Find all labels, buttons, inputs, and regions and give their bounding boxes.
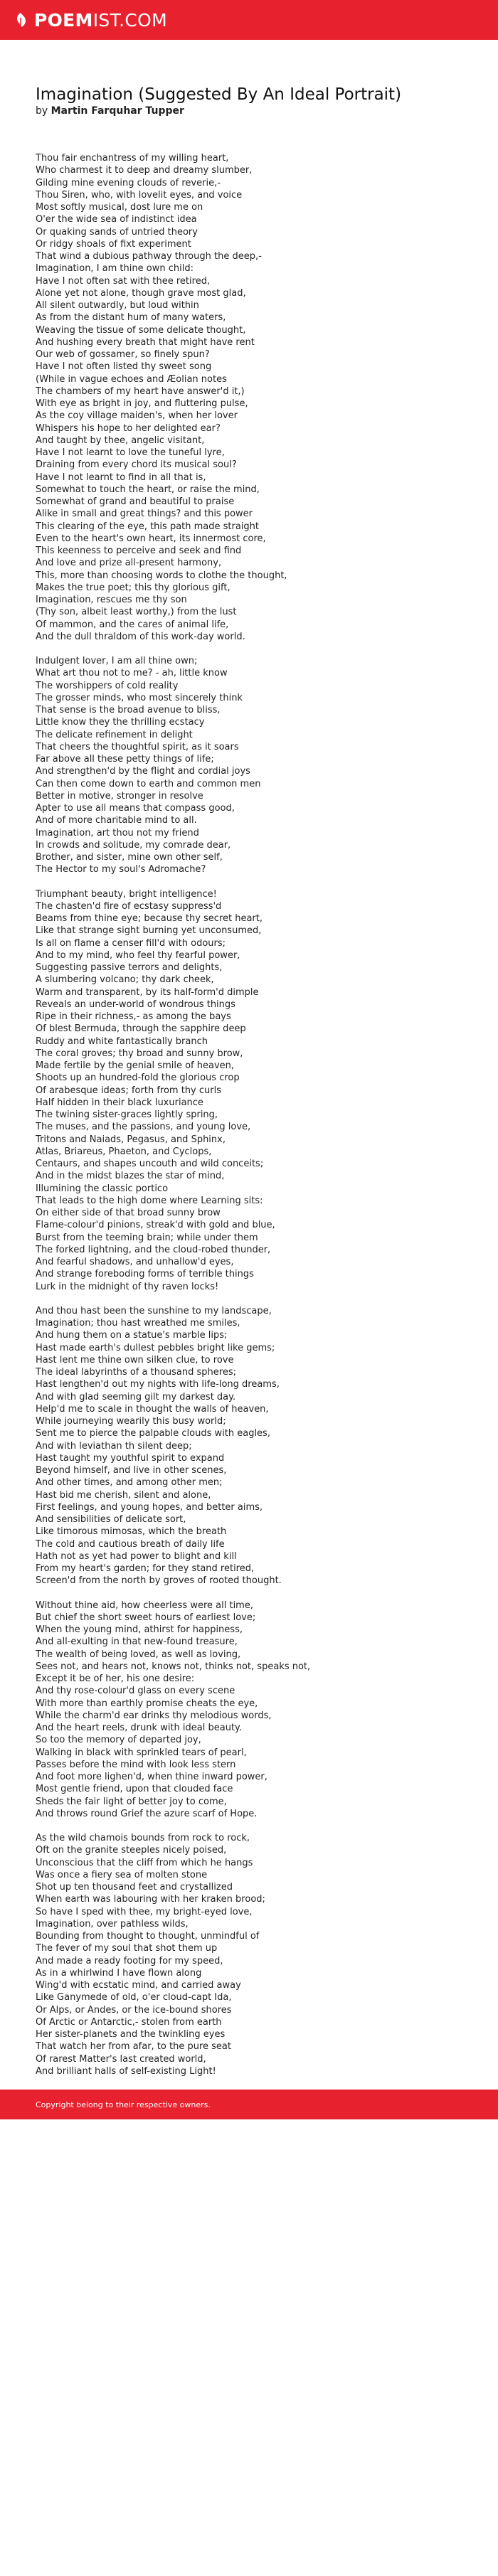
poem-line: Sees not, and hears not, knows not, thinks not, speaks not, (36, 1661, 311, 1672)
poem-line: This keenness to perceive and seek and find (36, 545, 242, 556)
poem-line: When the young mind, athirst for happiness, (36, 1624, 243, 1635)
poem-line: And of more charitable mind to all. (36, 815, 197, 826)
poem-line: Of arabesque ideas; forth from thy curls (36, 1085, 221, 1096)
poem-line: Or ridgy shoals of fixt experiment (36, 238, 191, 250)
poem-line: Makes the true poet; this thy glorious gift, (36, 582, 231, 593)
poem-line: And in the midst blazes the star of mind, (36, 1171, 225, 1182)
poem-line: And sensibilities of delicate sort, (36, 1514, 186, 1525)
poem-line: Apter to use all means that compass good, (36, 803, 235, 814)
poem-line: The chasten'd fire of ecstasy suppress'd (36, 900, 222, 912)
poem-line: Hast made earth's dullest pebbles bright like gems; (36, 1342, 275, 1353)
by-label: by (36, 105, 48, 117)
poem-line: That watch her from afar, to the pure seat (36, 2041, 231, 2053)
poem-line: Ruddy and white fantastically branch (36, 1036, 208, 1047)
poem-line: Like that strange sight burning yet unconsumed, (36, 925, 262, 937)
poem-line: But chief the short sweet hours of earliest love; (36, 1612, 256, 1623)
poem-line: Have I not often sat with thee retired, (36, 275, 211, 287)
poem-line: Warm and transparent, by its half-form'd dimple (36, 986, 259, 998)
poem-line: The fever of my soul that shot them up (36, 1943, 218, 1954)
poem-line: So have I sped with thee, my bright-eyed love, (36, 1906, 253, 1917)
poem-line: Hast taught my youthful spirit to expand (36, 1452, 225, 1464)
poem-line: Who charmest it to deep and dreamy slumber, (36, 165, 253, 176)
site-header (0, 0, 498, 40)
poem-line: Beyond himself, and live in other scenes, (36, 1465, 227, 1476)
poem-line: Even to the heart's own heart, its innermost core, (36, 533, 266, 544)
copyright-notice: Copyright belong to their respective owners. (36, 2099, 211, 2109)
poem-line: (While in vague echoes and Æolian notes (36, 373, 227, 385)
poem-line: Passes before the mind with look less stern (36, 1759, 236, 1770)
poem-line: The muses, and the passions, and young love, (36, 1122, 251, 1133)
poem-line: Help'd me to scale in thought the walls of heaven, (36, 1403, 269, 1415)
poem-line: The worshippers of cold reality (36, 680, 179, 691)
poem-line: Can then come down to earth and common men (36, 778, 261, 789)
poem-line: That sense is the broad avenue to bliss, (36, 705, 221, 715)
poem-line: While journeying wearily this busy world; (36, 1416, 226, 1427)
poem-line: That wind a dubious pathway through the deep,- (36, 251, 262, 262)
poem-line: Little know they the thrilling ecstacy (36, 717, 205, 728)
poem-line: And other times, and among other men; (36, 1477, 223, 1489)
poem-line: Is all on flame a censer fill'd with odours; (36, 937, 226, 949)
poem-line: Imagination, rescues me thy son (36, 595, 187, 605)
poem-line: Alone yet not alone, though grave most glad, (36, 287, 246, 299)
poem-line: And strange foreboding forms of terrible things (36, 1269, 254, 1280)
poem-line: And throws round Grief the azure scarf of Hope. (36, 1808, 258, 1819)
logo-text-light: IST.COM (92, 9, 168, 31)
poem-line: And love and prize all-present harmony, (36, 558, 222, 569)
poem-line: Gilding mine evening clouds of reverie,- (36, 177, 221, 188)
poem-line: Lurk in the midnight of thy raven locks! (36, 1281, 219, 1292)
poem-stanza (36, 1600, 462, 1821)
poem-line: The twining sister-graces lightly spring, (36, 1109, 218, 1120)
poem-line: Alike in small and great things? and this power (36, 509, 253, 520)
poem-line: Centaurs, and shapes uncouth and wild conceits; (36, 1159, 264, 1169)
poem-line: Like Ganymede of old, o'er cloud-capt Ida, (36, 1992, 232, 2003)
poem-line: And foot more lighen'd, when thine inward power, (36, 1772, 267, 1782)
poem-line: The forked lightning, and the cloud-robed thunder, (36, 1244, 271, 1255)
poem-line: The grosser minds, who most sincerely think (36, 692, 243, 703)
poem-line: Most softly musical, dost lure me on (36, 202, 203, 213)
poem-line: (Thy son, albeit least worthy,) from the lust (36, 607, 237, 618)
poem-line: Triumphant beauty, bright intelligence! (36, 888, 217, 900)
poem-line: In crowds and solitude, my comrade dear, (36, 839, 231, 851)
poem-line: Somewhat to touch the heart, or raise the mind, (36, 484, 260, 495)
poem-line: Screen'd from the north by groves of rooted thought. (36, 1575, 282, 1587)
poem-line: Her sister-planets and the twinkling eyes (36, 2029, 226, 2040)
poem-line: Whispers his hope to her delighted ear? (36, 422, 221, 434)
poem-line: Ripe in their richness,- as among the bays (36, 1011, 231, 1022)
poem-line: Unconscious that the cliff from which he hangs (36, 1857, 253, 1868)
poem-line: Hast lent me thine own silken clue, to rove (36, 1354, 234, 1366)
poem-line: When earth was labouring with her kraken brood; (36, 1894, 265, 1905)
poem-line: Bounding from thought to thought, unmindful of (36, 1931, 260, 1942)
poem-line: And with leviathan th silent deep; (36, 1440, 192, 1452)
poem-content (0, 40, 498, 2077)
poem-line: With more than earthly promise cheats the eye, (36, 1698, 258, 1709)
poem-line: Shoots up an hundred-fold the glorious crop (36, 1073, 240, 1084)
poem-line: And made a ready footing for my speed, (36, 1955, 223, 1966)
poem-line: A slumbering volcano; thy dark cheek, (36, 974, 214, 986)
poem-line: And brilliant halls of self-existing Light! (36, 2065, 216, 2077)
poem-line: And thy rose-colour'd glass on every scene (36, 1686, 235, 1697)
poem-line: Have I not learnt to love the tuneful lyre, (36, 447, 225, 458)
poem-line: Half hidden in their black luxuriance (36, 1097, 203, 1108)
poem-line: And hushing every breath that might have rent (36, 336, 255, 348)
poem-body (36, 152, 462, 2077)
poem-line: Weaving the tissue of some delicate thought, (36, 324, 246, 336)
poem-line: Oft on the granite steeples nicely poised, (36, 1845, 227, 1856)
poem-stanza (36, 1305, 462, 1587)
poem-line: Hath not as yet had power to blight and kill (36, 1550, 237, 1562)
poem-line: Have I not often listed thy sweet song (36, 361, 212, 373)
poem-line: Flame-colour'd pinions, streak'd with gold and blue, (36, 1220, 275, 1231)
poem-line: On either side of that broad sunny brow (36, 1208, 221, 1218)
poem-line: From my heart's garden; for they stand retired, (36, 1563, 255, 1574)
poem-stanza (36, 888, 462, 1293)
poem-line: Or quaking sands of untried theory (36, 226, 198, 238)
poem-line: Of rarest Matter's last created world, (36, 2053, 206, 2065)
poem-line: Hast lengthen'd out my nights with life-long dreams, (36, 1379, 280, 1390)
poem-line: And hung them on a statue's marble lips; (36, 1330, 228, 1341)
logo-text-bold: POEM (34, 9, 93, 31)
poem-line: That leads to the high dome where Learning sits: (36, 1195, 263, 1206)
poem-line: This, more than choosing words to clothe the thought, (36, 570, 287, 581)
site-logo[interactable] (13, 10, 167, 31)
poem-line: The ideal labyrinths of a thousand spheres; (36, 1367, 236, 1378)
poem-byline (36, 105, 462, 117)
poem-line: Sheds the fair light of better joy to come, (36, 1796, 227, 1807)
poem-line: And thou hast been the sunshine to my landscape, (36, 1305, 272, 1316)
poem-line: Without thine aid, how cheerless were all time, (36, 1600, 253, 1611)
poem-line: Of Arctic or Antarctic,- stolen from earth (36, 2016, 222, 2028)
poem-line: What art thou not to me? - ah, little know (36, 668, 228, 679)
poem-line: With eye as bright in joy, and fluttering pulse, (36, 398, 248, 409)
poem-line: This clearing of the eye, this path made straight (36, 521, 260, 532)
poem-line: Far above all these petty things of life; (36, 754, 214, 765)
poem-line: Tritons and Naiads, Pegasus, and Sphinx, (36, 1134, 226, 1145)
poem-line: As the coy village maiden's, when her lover (36, 410, 238, 422)
poem-line: Somewhat of grand and beautiful to praise (36, 496, 235, 507)
poem-line: Wing'd with ecstatic mind, and carried away (36, 1980, 241, 1991)
poem-line: Better in motive, stronger in resolve (36, 790, 203, 802)
poem-line: And all-exulting in that new-found treasure, (36, 1636, 238, 1648)
poem-line: The wealth of being loved, as well as loving, (36, 1649, 241, 1660)
poem-line: The coral groves; thy broad and sunny brow, (36, 1048, 243, 1059)
poem-line: First feelings, and young hopes, and better aims, (36, 1501, 263, 1513)
poem-line: Burst from the teeming brain; while under them (36, 1232, 258, 1243)
poem-line: The cold and cautious breath of daily life (36, 1538, 225, 1550)
poem-stanza (36, 1832, 462, 2077)
poem-line: Like timorous mimosas, which the breath (36, 1526, 227, 1538)
poem-line: The chambers of my heart have answer'd it,) (36, 385, 245, 397)
poem-line: And fearful shadows, and unhallow'd eyes, (36, 1257, 234, 1267)
poem-line: While the charm'd ear drinks thy melodious words, (36, 1710, 272, 1721)
poem-line: Was once a fiery sea of molten stone (36, 1869, 208, 1880)
poem-line: Suggesting passive terrors and delights, (36, 962, 223, 973)
poem-line: Hast bid me cherish, silent and alone, (36, 1489, 211, 1501)
poem-line: Sent me to pierce the palpable clouds with eagles, (36, 1428, 270, 1439)
poem-line: And the dull thraldom of this work-day world. (36, 631, 245, 642)
site-footer (0, 2090, 498, 2119)
poemist-logo-icon (13, 12, 28, 28)
poem-line: As in a whirlwind I have flown along (36, 1967, 202, 1979)
poem-line: And to my mind, who feel thy fearful power, (36, 949, 240, 961)
poem-line: Of blest Bermuda, through the sapphire deep (36, 1023, 246, 1035)
poem-title: Imagination (Suggested By An Ideal Portrait) (36, 85, 402, 104)
poem-line: Imagination, art thou not my friend (36, 827, 199, 839)
poem-line: The Hector to my soul's Adromache? (36, 864, 206, 875)
poem-line: And with glad seeming gilt my darkest day. (36, 1391, 236, 1403)
poem-line: Imagination; thou hast wreathed me smiles, (36, 1318, 240, 1329)
poem-line: As from the distant hum of many waters, (36, 312, 226, 324)
poem-line: The delicate refinement in delight (36, 729, 193, 740)
poem-line: And strengthen'd by the flight and cordial joys (36, 766, 250, 777)
poem-line: Walking in black with sprinkled tears of pearl, (36, 1747, 247, 1758)
poem-line: Draining from every chord its musical soul? (36, 459, 237, 471)
poem-author[interactable]: Martin Farquhar Tupper (51, 105, 184, 117)
poem-line: Or Alps, or Andes, or the ice-bound shores (36, 2004, 232, 2016)
poem-line: Of mammon, and the cares of animal life, (36, 619, 229, 630)
poem-line: O'er the wide sea of indistinct idea (36, 214, 197, 225)
poem-line: Except it be of her, his one desire: (36, 1673, 195, 1684)
poem-line: Our web of gossamer, so finely spun? (36, 349, 210, 360)
poem-line: Thou fair enchantress of my willing heart, (36, 153, 229, 164)
poem-line: Most gentle friend, upon that clouded face (36, 1784, 233, 1795)
poem-stanza (36, 152, 462, 643)
poem-line: Have I not learnt to find in all that is, (36, 472, 206, 483)
poem-line: Atlas, Briareus, Phaeton, and Cyclops, (36, 1146, 212, 1157)
poem-line: So too the memory of departed joy, (36, 1735, 201, 1746)
poem-line: Illumining the classic portico (36, 1183, 169, 1194)
poem-line: All silent outwardly, but loud within (36, 300, 199, 311)
poem-line: Thou Siren, who, with lovelit eyes, and voice (36, 189, 243, 201)
poem-line: Reveals an under-world of wondrous things (36, 999, 235, 1010)
poem-line: And taught by thee, angelic visitant, (36, 435, 205, 446)
poem-line: Imagination, I am thine own child: (36, 263, 194, 275)
poem-line: As the wild chamois bounds from rock to rock, (36, 1833, 250, 1843)
poem-stanza (36, 655, 462, 876)
poem-line: Brother, and sister, mine own other self, (36, 852, 223, 863)
poem-line: Indulgent lover, I am all thine own; (36, 656, 198, 666)
poem-line: Made fertile by the genial smile of heaven, (36, 1060, 235, 1071)
poem-line: Shot up ten thousand feet and crystallized (36, 1882, 233, 1893)
poem-line: Imagination, over pathless wilds, (36, 1918, 189, 1930)
poem-line: That cheers the thoughtful spirit, as it soars (36, 741, 239, 752)
poem-line: Beams from thine eye; because thy secret heart, (36, 913, 263, 924)
poem-line: And the heart reels, drunk with ideal beauty. (36, 1723, 243, 1733)
